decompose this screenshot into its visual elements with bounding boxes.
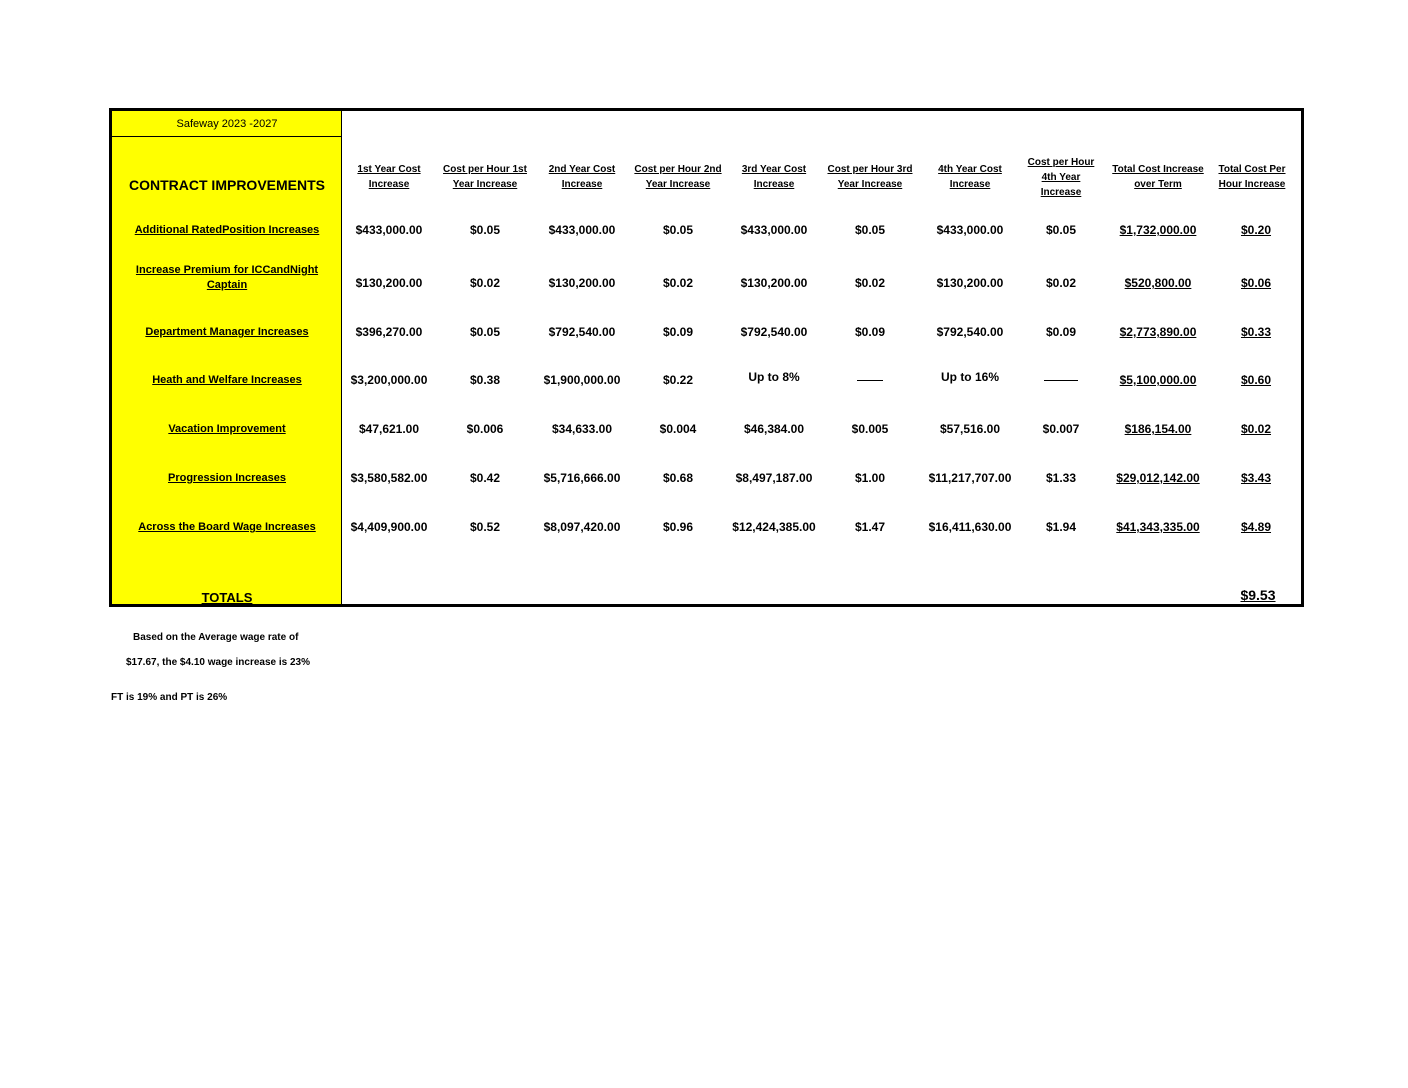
table-cell: $0.33 — [1240, 325, 1272, 339]
table-cell: $520,800.00 — [1124, 276, 1192, 290]
column-header: 1st Year Cost Increase — [357, 164, 421, 190]
table-cell: $792,540.00 — [936, 325, 1004, 339]
table-cell: $0.005 — [851, 422, 889, 436]
row-label: Department Manager Increases — [145, 326, 309, 338]
table-cell: $0.05 — [854, 223, 886, 237]
table-cell: $0.52 — [469, 520, 501, 534]
column-header: Total Cost Per Hour Increase — [1218, 164, 1286, 190]
column-header: Cost per Hour 1st Year Increase — [443, 164, 527, 190]
table-cell: $130,200.00 — [936, 276, 1004, 290]
table-cell: $0.20 — [1240, 223, 1272, 237]
table-cell: Up to 8% — [748, 370, 800, 384]
table-cell: $29,012,142.00 — [1116, 471, 1200, 485]
column-header: Cost per Hour 4th Year Increase — [1027, 157, 1095, 198]
table-cell: $0.02 — [1045, 276, 1077, 290]
table-cell: $0.68 — [662, 471, 694, 485]
table-cell: $1,732,000.00 — [1119, 223, 1197, 237]
footnote: $17.67, the $4.10 wage increase is 23% — [126, 657, 311, 668]
table-cell: $0.004 — [659, 422, 697, 436]
table-cell: $8,497,187.00 — [735, 471, 813, 485]
section-title: CONTRACT IMPROVEMENTS — [129, 177, 325, 193]
row-label: Additional RatedPosition Increases — [134, 224, 320, 236]
table-cell: $1.47 — [854, 520, 886, 534]
table-cell: $0.09 — [1045, 325, 1077, 339]
table-cell: $0.38 — [469, 373, 501, 387]
table-cell: $4.89 — [1240, 520, 1272, 534]
table-cell: $4,409,900.00 — [350, 520, 428, 534]
table-cell: $3,200,000.00 — [350, 373, 428, 387]
empty-cell-dash — [1022, 369, 1100, 385]
table-cell: $0.05 — [469, 325, 501, 339]
column-header: Cost per Hour 2nd Year Increase — [634, 164, 722, 190]
footnote: Based on the Average wage rate of — [133, 632, 299, 643]
table-cell: $0.007 — [1042, 422, 1080, 436]
row-label: Vacation Improvement — [168, 423, 286, 435]
table-cell: $57,516.00 — [939, 422, 1001, 436]
table-cell: $0.09 — [662, 325, 694, 339]
table-cell: $130,200.00 — [355, 276, 423, 290]
table-cell: $0.02 — [854, 276, 886, 290]
table-cell: $1.00 — [854, 471, 886, 485]
table-cell: $0.02 — [1240, 422, 1272, 436]
row-label: Across the Board Wage Increases — [138, 521, 316, 533]
table-cell: $12,424,385.00 — [732, 520, 816, 534]
column-header: 2nd Year Cost Increase — [548, 164, 616, 190]
table-cell: $0.60 — [1240, 373, 1272, 387]
table-cell: $0.42 — [469, 471, 501, 485]
table-cell: $433,000.00 — [740, 223, 808, 237]
table-cell: $792,540.00 — [740, 325, 808, 339]
table-cell: $16,411,630.00 — [928, 520, 1012, 534]
cost-table — [109, 108, 1304, 607]
table-cell: $0.05 — [662, 223, 694, 237]
table-cell: $0.06 — [1240, 276, 1272, 290]
table-cell: $396,270.00 — [355, 325, 423, 339]
empty-cell-dash — [820, 369, 920, 385]
row-label: Increase Premium for ICCandNight Captain — [135, 264, 319, 291]
table-cell: $46,384.00 — [743, 422, 805, 436]
table-cell: $3.43 — [1240, 471, 1272, 485]
table-cell: $433,000.00 — [936, 223, 1004, 237]
table-cell: $2,773,890.00 — [1119, 325, 1197, 339]
table-cell: $1.33 — [1045, 471, 1077, 485]
table-cell: $8,097,420.00 — [543, 520, 621, 534]
table-cell: $0.02 — [469, 276, 501, 290]
grand-total: $9.53 — [1240, 587, 1276, 603]
table-cell: $3,580,582.00 — [350, 471, 428, 485]
table-cell: $47,621.00 — [358, 422, 420, 436]
table-cell: $11,217,707.00 — [928, 471, 1012, 485]
table-cell: Up to 16% — [940, 370, 999, 384]
table-cell: $0.09 — [854, 325, 886, 339]
row-label-column — [112, 111, 342, 604]
table-cell: $130,200.00 — [548, 276, 616, 290]
table-cell: $5,100,000.00 — [1119, 373, 1197, 387]
row-label: Heath and Welfare Increases — [152, 374, 302, 386]
table-cell: $0.96 — [662, 520, 694, 534]
table-cell: $41,343,335.00 — [1116, 520, 1200, 534]
title-tag: Safeway 2023 -2027 — [112, 111, 342, 137]
table-cell: $433,000.00 — [355, 223, 423, 237]
column-header: Total Cost Increase over Term — [1112, 164, 1204, 190]
table-cell: $0.02 — [662, 276, 694, 290]
table-cell: $1,900,000.00 — [543, 373, 621, 387]
table-cell: $0.22 — [662, 373, 694, 387]
table-cell: $0.05 — [1045, 223, 1077, 237]
table-cell: $0.05 — [469, 223, 501, 237]
column-header: 4th Year Cost Increase — [938, 164, 1002, 190]
table-cell: $130,200.00 — [740, 276, 808, 290]
footnote: FT is 19% and PT is 26% — [111, 692, 228, 703]
row-label: Progression Increases — [167, 472, 286, 484]
table-cell: $34,633.00 — [551, 422, 613, 436]
totals-label: TOTALS — [201, 590, 253, 605]
table-cell: $186,154.00 — [1124, 422, 1192, 436]
column-header: Cost per Hour 3rd Year Increase — [827, 164, 913, 190]
table-cell: $792,540.00 — [548, 325, 616, 339]
column-header: 3rd Year Cost Increase — [741, 164, 807, 190]
table-cell: $433,000.00 — [548, 223, 616, 237]
table-cell: $1.94 — [1045, 520, 1077, 534]
table-cell: $5,716,666.00 — [543, 471, 621, 485]
table-cell: $0.006 — [466, 422, 504, 436]
